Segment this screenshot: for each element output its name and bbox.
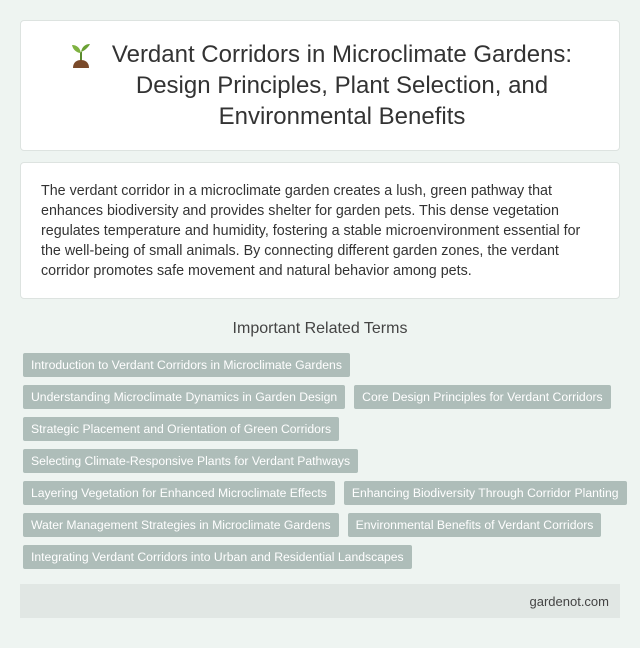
term-row bbox=[23, 385, 623, 409]
related-terms-heading: Important Related Terms bbox=[232, 320, 408, 337]
footer-site-link[interactable]: gardenot.com bbox=[529, 593, 609, 609]
term-row bbox=[23, 449, 623, 473]
related-term-tag[interactable]: Core Design Principles for Verdant Corridors bbox=[354, 385, 610, 409]
related-term-tag[interactable]: Understanding Microclimate Dynamics in Garden Design bbox=[23, 385, 345, 409]
related-terms-list bbox=[23, 353, 623, 577]
related-term-tag[interactable]: Enhancing Biodiversity Through Corridor Planting bbox=[344, 481, 627, 505]
title-card bbox=[20, 20, 620, 151]
related-term-tag[interactable]: Selecting Climate-Responsive Plants for Verdant Pathways bbox=[23, 449, 358, 473]
footer bbox=[20, 584, 620, 618]
term-row bbox=[23, 545, 623, 569]
page-title: Verdant Corridors in Microclimate Gardens: Design Principles, Plant Selection, and Environmental Benefits bbox=[111, 41, 573, 130]
sprout-icon bbox=[68, 41, 94, 69]
related-term-tag[interactable]: Integrating Verdant Corridors into Urban and Residential Landscapes bbox=[23, 545, 412, 569]
related-term-tag[interactable]: Strategic Placement and Orientation of Green Corridors bbox=[23, 417, 339, 441]
related-term-tag[interactable]: Layering Vegetation for Enhanced Microclimate Effects bbox=[23, 481, 335, 505]
term-row bbox=[23, 513, 623, 537]
term-row bbox=[23, 481, 623, 505]
description-card bbox=[20, 162, 620, 299]
term-row bbox=[23, 353, 623, 377]
related-term-tag[interactable]: Water Management Strategies in Microclimate Gardens bbox=[23, 513, 339, 537]
title-wrapper bbox=[68, 39, 572, 132]
term-row bbox=[23, 417, 623, 441]
related-term-tag[interactable]: Environmental Benefits of Verdant Corridors bbox=[348, 513, 602, 537]
related-term-tag[interactable]: Introduction to Verdant Corridors in Microclimate Gardens bbox=[23, 353, 350, 377]
description-text: The verdant corridor in a microclimate garden creates a lush, green pathway that enhances biodiversity and provides shelter for garden pets. This dense vegetation regulates temperature and humidity, fostering a stable microenvironment essential for the well-being of small animals. By connecting different garden zones, the verdant corridor promotes safe movement and natural behavior among pets. bbox=[41, 183, 581, 279]
